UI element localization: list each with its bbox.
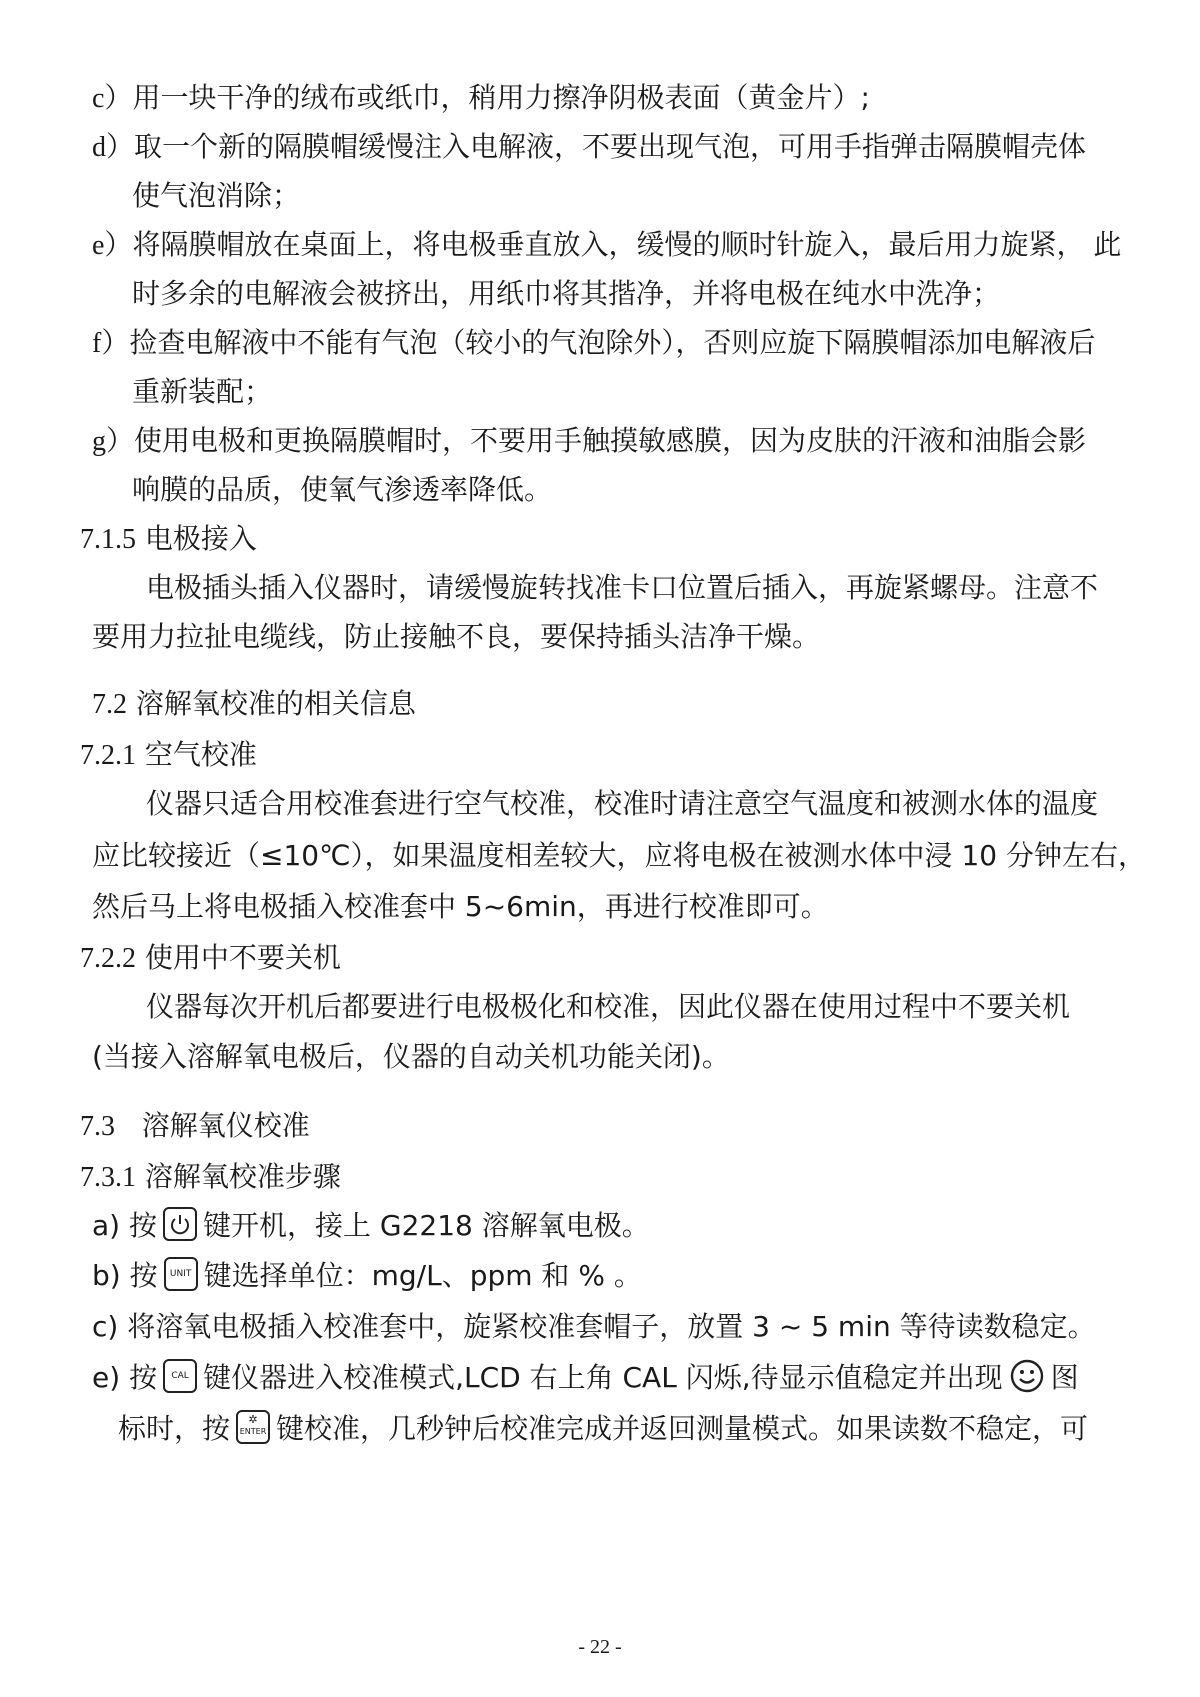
step-b <box>92 1258 642 1294</box>
section-heading-7-2-2 <box>80 940 341 977</box>
enter-key-icon <box>236 1410 270 1444</box>
item-marker: c） <box>92 83 133 114</box>
step-text: 按 <box>129 1259 158 1292</box>
section-title: 使用中不要关机 <box>144 941 341 974</box>
paragraph-text: 应比较接近（≤10℃），如果温度相差较大，应将电极在被测水体中浸 10 分钟左右， <box>92 839 1146 872</box>
section-title: 电极接入 <box>144 522 257 555</box>
list-item-f-cont <box>132 374 272 410</box>
paragraph-line <box>146 786 1098 822</box>
step-text: 键校准，几秒钟后校准完成并返回测量模式。如果读数不稳定，可 <box>276 1412 1089 1445</box>
list-item-e-cont <box>132 276 1000 312</box>
paragraph-text: (当接入溶解氧电极后，仪器的自动关机功能关闭)。 <box>92 1040 730 1073</box>
item-text: 用一块干净的绒布或纸巾，稍用力擦净阴极表面（黄金片）; <box>132 81 870 114</box>
list-item-f <box>92 325 1095 362</box>
item-marker: g） <box>92 426 135 457</box>
step-text: 键仪器进入校准模式,LCD 右上角 CAL 闪烁,待显示值稳定并出现 <box>203 1361 1003 1394</box>
paragraph-line <box>92 1039 730 1075</box>
paragraph-line <box>92 619 820 655</box>
step-marker: b) <box>92 1259 121 1292</box>
item-marker: e） <box>92 230 133 261</box>
page-number: - 22 - <box>578 1636 622 1658</box>
step-marker: a) <box>92 1209 121 1242</box>
section-title: 空气校准 <box>144 738 257 771</box>
section-heading-7-1-5 <box>80 521 257 558</box>
list-item-g-cont <box>132 472 552 508</box>
section-number: 7.2.2 <box>80 943 136 974</box>
section-heading-7-3 <box>80 1108 310 1145</box>
cal-key-icon <box>163 1359 197 1393</box>
section-number: 7.2 <box>92 689 127 720</box>
paragraph-text: 要用力拉扯电缆线，防止接触不良，要保持插头洁净干燥。 <box>92 620 821 653</box>
step-text: 标时，按 <box>118 1412 231 1445</box>
key-label: CAL <box>171 1371 189 1381</box>
paragraph-text: 仪器每次开机后都要进行电极极化和校准，因此仪器在使用过程中不要关机 <box>146 990 1071 1023</box>
step-text: 图 <box>1050 1361 1079 1394</box>
item-marker: f） <box>92 328 130 359</box>
section-heading-7-2-1 <box>80 737 257 774</box>
item-text: 取一个新的隔膜帽缓慢注入电解液，不要出现气泡，可用手指弹击隔膜帽壳体 <box>134 130 1087 163</box>
section-title: 溶解氧校准步骤 <box>144 1160 341 1193</box>
list-item-d <box>92 129 1086 166</box>
paragraph-line <box>92 838 1146 874</box>
sun-icon: ✲ <box>248 1413 258 1426</box>
step-a <box>92 1208 650 1244</box>
item-text: 响膜的品质，使氧气渗透率降低。 <box>132 473 553 506</box>
section-number: 7.2.1 <box>80 740 136 771</box>
step-text: 键开机，接上 G2218 溶解氧电极。 <box>203 1209 650 1242</box>
step-text: 按 <box>129 1209 158 1242</box>
section-number: 7.1.5 <box>80 524 136 555</box>
key-label: UNIT <box>169 1269 192 1279</box>
list-item-c <box>92 80 870 117</box>
step-e-cont <box>118 1411 1088 1447</box>
step-text: 将溶氧电极插入校准套中，旋紧校准套帽子，放置 3 ~ 5 min 等待读数稳定。 <box>127 1310 1096 1343</box>
item-text: 使气泡消除； <box>132 179 301 212</box>
smiley-icon <box>1009 1358 1045 1394</box>
paragraph-text: 仪器只适合用校准套进行空气校准，校准时请注意空气温度和被测水体的温度 <box>146 787 1099 820</box>
step-text: 按 <box>129 1361 158 1394</box>
list-item-d-cont <box>132 178 300 214</box>
paragraph-text: 然后马上将电极插入校准套中 5~6min，再进行校准即可。 <box>92 890 829 923</box>
item-text: 时多余的电解液会被挤出，用纸巾将其揩净，并将电极在纯水中洗净； <box>132 277 1001 310</box>
section-heading-7-2 <box>92 686 416 723</box>
power-key-icon <box>163 1207 197 1241</box>
list-item-e <box>92 227 1121 264</box>
section-number: 7.3.1 <box>80 1162 136 1193</box>
item-text: 将隔膜帽放在桌面上，将电极垂直放入，缓慢的顺时针旋入，最后用力旋紧， 此 <box>132 228 1122 261</box>
paragraph-line <box>146 989 1070 1025</box>
step-text: 键选择单位：mg/L、ppm 和 % 。 <box>203 1259 642 1292</box>
step-e <box>92 1360 1079 1397</box>
item-text: 重新装配； <box>132 375 273 408</box>
section-title: 溶解氧校准的相关信息 <box>135 687 416 720</box>
key-label: ENTER <box>239 1427 267 1436</box>
unit-key-icon <box>164 1257 198 1291</box>
section-heading-7-3-1 <box>80 1159 341 1196</box>
section-title: 溶解氧仪校准 <box>141 1109 310 1142</box>
section-number: 7.3 <box>80 1111 115 1142</box>
item-text: 捡查电解液中不能有气泡（较小的气泡除外），否则应旋下隔膜帽添加电解液后 <box>129 326 1096 359</box>
step-c <box>92 1309 1096 1345</box>
paragraph-line <box>146 570 1098 606</box>
step-marker: e) <box>92 1361 121 1394</box>
paragraph-text: 电极插头插入仪器时，请缓慢旋转找准卡口位置后插入，再旋紧螺母。注意不 <box>146 571 1099 604</box>
item-text: 使用电极和更换隔膜帽时，不要用手触摸敏感膜，因为皮肤的汗液和油脂会影 <box>134 424 1087 457</box>
list-item-g <box>92 423 1086 460</box>
paragraph-line <box>92 889 829 925</box>
step-marker: c) <box>92 1310 119 1343</box>
item-marker: d） <box>92 132 135 163</box>
